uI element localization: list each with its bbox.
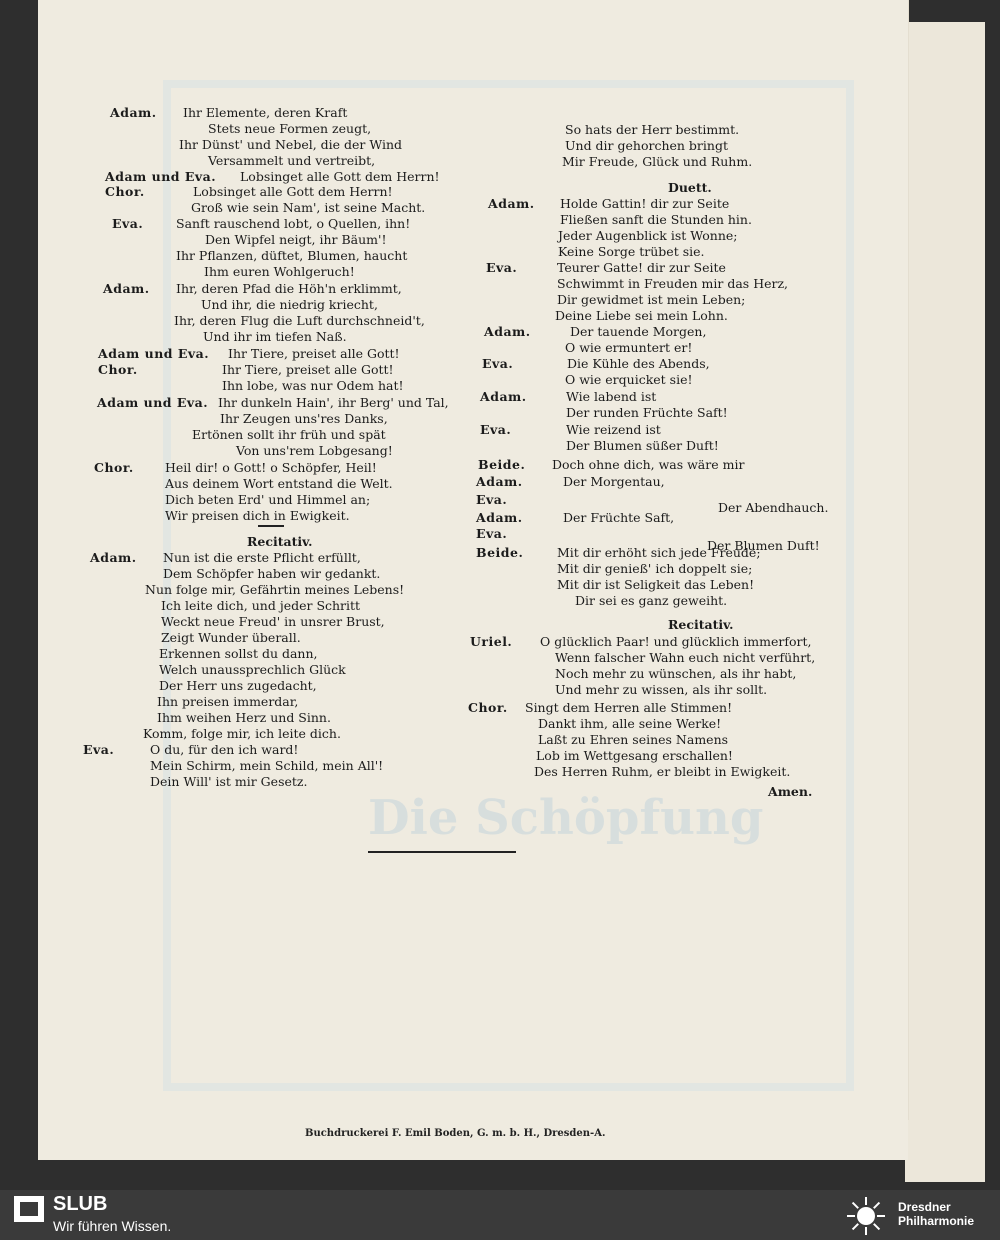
right-verse-line: Der Früchte Saft, xyxy=(563,510,675,525)
left-verse-line: Ihr Zeugen uns'res Danks, xyxy=(220,411,388,426)
right-verse-line: Mit dir erhöht sich jede Freude; xyxy=(557,545,761,560)
slub-name: SLUB xyxy=(53,1193,108,1215)
right-verse-line: Holde Gattin! dir zur Seite xyxy=(560,196,730,211)
left-verse-line: Ihn preisen immerdar, xyxy=(157,694,299,709)
left-verse-line: Versammelt und vertreibt, xyxy=(208,153,376,168)
right-speaker: Uriel. xyxy=(470,634,513,649)
right-verse-line: Teurer Gatte! dir zur Seite xyxy=(557,260,726,275)
left-verse-line: Ihr Tiere, preiset alle Gott! xyxy=(222,362,394,377)
left-verse-line: Ihm weihen Herz und Sinn. xyxy=(157,710,331,725)
right-verse-line: Dir gewidmet ist mein Leben; xyxy=(557,292,746,307)
left-speaker: Eva. xyxy=(112,216,144,231)
right-verse-line: Der Blumen süßer Duft! xyxy=(566,438,719,453)
right-verse-line: Dir sei es ganz geweiht. xyxy=(575,593,728,608)
left-verse-line: Ihr, deren Pfad die Höh'n erklimmt, xyxy=(176,281,402,296)
left-speaker: Adam. xyxy=(103,281,150,296)
left-verse-line: Ihm euren Wohlgeruch! xyxy=(204,264,355,279)
left-verse-line: Sanft rauschend lobt, o Quellen, ihn! xyxy=(176,216,411,231)
left-speaker: Adam und Eva. xyxy=(97,395,209,410)
left-verse-line: Stets neue Formen zeugt, xyxy=(208,121,372,136)
partner-name-line2: Philharmonie xyxy=(898,1214,975,1228)
right-speaker: Eva. xyxy=(486,260,518,275)
right-speaker: Beide. xyxy=(478,457,526,472)
right-verse-line: Fließen sanft die Stunden hin. xyxy=(560,212,752,227)
left-speaker: Adam und Eva. xyxy=(105,169,217,184)
right-verse-line: Mit dir ist Seligkeit das Leben! xyxy=(557,577,755,592)
end-divider xyxy=(368,851,516,853)
left-verse-line: Zeigt Wunder überall. xyxy=(161,630,301,645)
right-speaker: Eva. xyxy=(476,492,508,507)
left-speaker: Adam. xyxy=(110,105,157,120)
printer-imprint: Buchdruckerei F. Emil Boden, G. m. b. H., Dresden-A. xyxy=(305,1128,606,1139)
right-section-heading: Recitativ. xyxy=(668,617,734,632)
left-verse-line: Dem Schöpfer haben wir gedankt. xyxy=(163,566,381,581)
left-verse-line: Ihr Elemente, deren Kraft xyxy=(183,105,348,120)
left-verse-line: Und ihr, die niedrig kriecht, xyxy=(201,297,378,312)
left-verse-line: Ich leite dich, und jeder Schritt xyxy=(161,598,361,613)
right-verse-line: Der Blumen Duft! xyxy=(707,538,820,553)
left-speaker: Chor. xyxy=(98,362,138,377)
right-verse-line: Wie reizend ist xyxy=(566,422,661,437)
philharmonie-logo-icon xyxy=(846,1196,886,1236)
left-verse-line: Ihr Dünst' und Nebel, die der Wind xyxy=(179,137,403,152)
right-verse-line: O glücklich Paar! und glücklich immerfort, xyxy=(540,634,812,649)
right-verse-line: So hats der Herr bestimmt. xyxy=(565,122,740,137)
back-sheet xyxy=(905,22,985,1182)
left-verse-line: Dein Will' ist mir Gesetz. xyxy=(150,774,308,789)
right-verse-line: Wie labend ist xyxy=(566,389,657,404)
right-speaker: Adam. xyxy=(488,196,535,211)
left-verse-line: Komm, folge mir, ich leite dich. xyxy=(143,726,341,741)
left-verse-line: Ihn lobe, was nur Odem hat! xyxy=(222,378,404,393)
slub-tagline: Wir führen Wissen. xyxy=(53,1218,172,1234)
left-verse-line: Nun ist die erste Pflicht erfüllt, xyxy=(163,550,361,565)
left-speaker: Chor. xyxy=(94,460,134,475)
right-verse-line: Dankt ihm, alle seine Werke! xyxy=(538,716,722,731)
right-verse-line: Jeder Augenblick ist Wonne; xyxy=(558,228,738,243)
left-verse-line: Ertönen sollt ihr früh und spät xyxy=(192,427,386,442)
right-verse-line: Und mehr zu wissen, als ihr sollt. xyxy=(555,682,768,697)
left-verse-line: Groß wie sein Nam', ist seine Macht. xyxy=(191,200,426,215)
show-through-title: Die Schöpfung xyxy=(368,790,764,846)
right-speaker: Chor. xyxy=(468,700,508,715)
right-verse-line: Schwimmt in Freuden mir das Herz, xyxy=(557,276,789,291)
right-verse-line: Der runden Früchte Saft! xyxy=(566,405,728,420)
right-speaker: Adam. xyxy=(476,510,523,525)
right-verse-line: Der Abendhauch. xyxy=(718,500,829,515)
slub-logo-icon xyxy=(14,1196,44,1222)
right-verse-line: Die Kühle des Abends, xyxy=(567,356,710,371)
right-section-heading: Amen. xyxy=(768,784,813,799)
right-verse-line: Der tauende Morgen, xyxy=(570,324,707,339)
partner-name-line1: Dresdner xyxy=(898,1200,951,1214)
left-speaker: Adam und Eva. xyxy=(98,346,210,361)
right-verse-line: Noch mehr zu wünschen, als ihr habt, xyxy=(555,666,797,681)
left-verse-line: Wir preisen dich in Ewigkeit. xyxy=(165,508,350,523)
left-verse-line: Dich beten Erd' und Himmel an; xyxy=(165,492,371,507)
right-verse-line: Keine Sorge trübet sie. xyxy=(558,244,705,259)
left-speaker: Adam. xyxy=(90,550,137,565)
left-verse-line: Aus deinem Wort entstand die Welt. xyxy=(165,476,393,491)
left-verse-line: Der Herr uns zugedacht, xyxy=(159,678,317,693)
right-speaker: Adam. xyxy=(480,389,527,404)
left-verse-line: Mein Schirm, mein Schild, mein All'! xyxy=(150,758,384,773)
left-verse-line: Ihr Pflanzen, düftet, Blumen, haucht xyxy=(176,248,408,263)
left-verse-line: Den Wipfel neigt, ihr Bäum'! xyxy=(205,232,387,247)
right-verse-line: Und dir gehorchen bringt xyxy=(565,138,728,153)
right-verse-line: O wie erquicket sie! xyxy=(565,372,693,387)
right-verse-line: O wie ermuntert er! xyxy=(565,340,693,355)
right-speaker: Beide. xyxy=(476,545,524,560)
left-verse-line: Und ihr im tiefen Naß. xyxy=(203,329,347,344)
left-verse-line: Erkennen sollst du dann, xyxy=(159,646,318,661)
right-speaker: Eva. xyxy=(480,422,512,437)
right-verse-line: Wenn falscher Wahn euch nicht verführt, xyxy=(555,650,816,665)
right-verse-line: Laßt zu Ehren seines Namens xyxy=(538,732,729,747)
right-verse-line: Deine Liebe sei mein Lohn. xyxy=(555,308,728,323)
left-verse-line: Welch unaussprechlich Glück xyxy=(159,662,346,677)
left-speaker: Eva. xyxy=(83,742,115,757)
left-verse-line: O du, für den ich ward! xyxy=(150,742,299,757)
right-speaker: Eva. xyxy=(476,526,508,541)
right-speaker: Adam. xyxy=(484,324,531,339)
left-verse-line: Lobsinget alle Gott dem Herrn! xyxy=(193,184,393,199)
left-verse-line: Ihr Tiere, preiset alle Gott! xyxy=(228,346,400,361)
left-section-heading: Recitativ. xyxy=(247,534,313,549)
right-verse-line: Mir Freude, Glück und Ruhm. xyxy=(562,154,753,169)
left-verse-line: Ihr dunkeln Hain', ihr Berg' und Tal, xyxy=(218,395,449,410)
right-verse-line: Doch ohne dich, was wäre mir xyxy=(552,457,745,472)
left-verse-line: Nun folge mir, Gefährtin meines Lebens! xyxy=(145,582,405,597)
right-section-heading: Duett. xyxy=(668,180,712,195)
left-verse-line: Heil dir! o Gott! o Schöpfer, Heil! xyxy=(165,460,377,475)
right-verse-line: Singt dem Herren alle Stimmen! xyxy=(525,700,733,715)
right-verse-line: Der Morgentau, xyxy=(563,474,665,489)
right-verse-line: Mit dir genieß' ich doppelt sie; xyxy=(557,561,753,576)
left-speaker: Chor. xyxy=(105,184,145,199)
right-speaker: Eva. xyxy=(482,356,514,371)
right-verse-line: Lob im Wettgesang erschallen! xyxy=(536,748,733,763)
left-verse-line: Ihr, deren Flug die Luft durchschneid't, xyxy=(174,313,425,328)
left-verse-line: Weckt neue Freud' in unsrer Brust, xyxy=(161,614,385,629)
section-divider xyxy=(258,525,284,527)
left-verse-line: Lobsinget alle Gott dem Herrn! xyxy=(240,169,440,184)
right-speaker: Adam. xyxy=(476,474,523,489)
left-verse-line: Von uns'rem Lobgesang! xyxy=(236,443,393,458)
right-verse-line: Des Herren Ruhm, er bleibt in Ewigkeit. xyxy=(534,764,791,779)
